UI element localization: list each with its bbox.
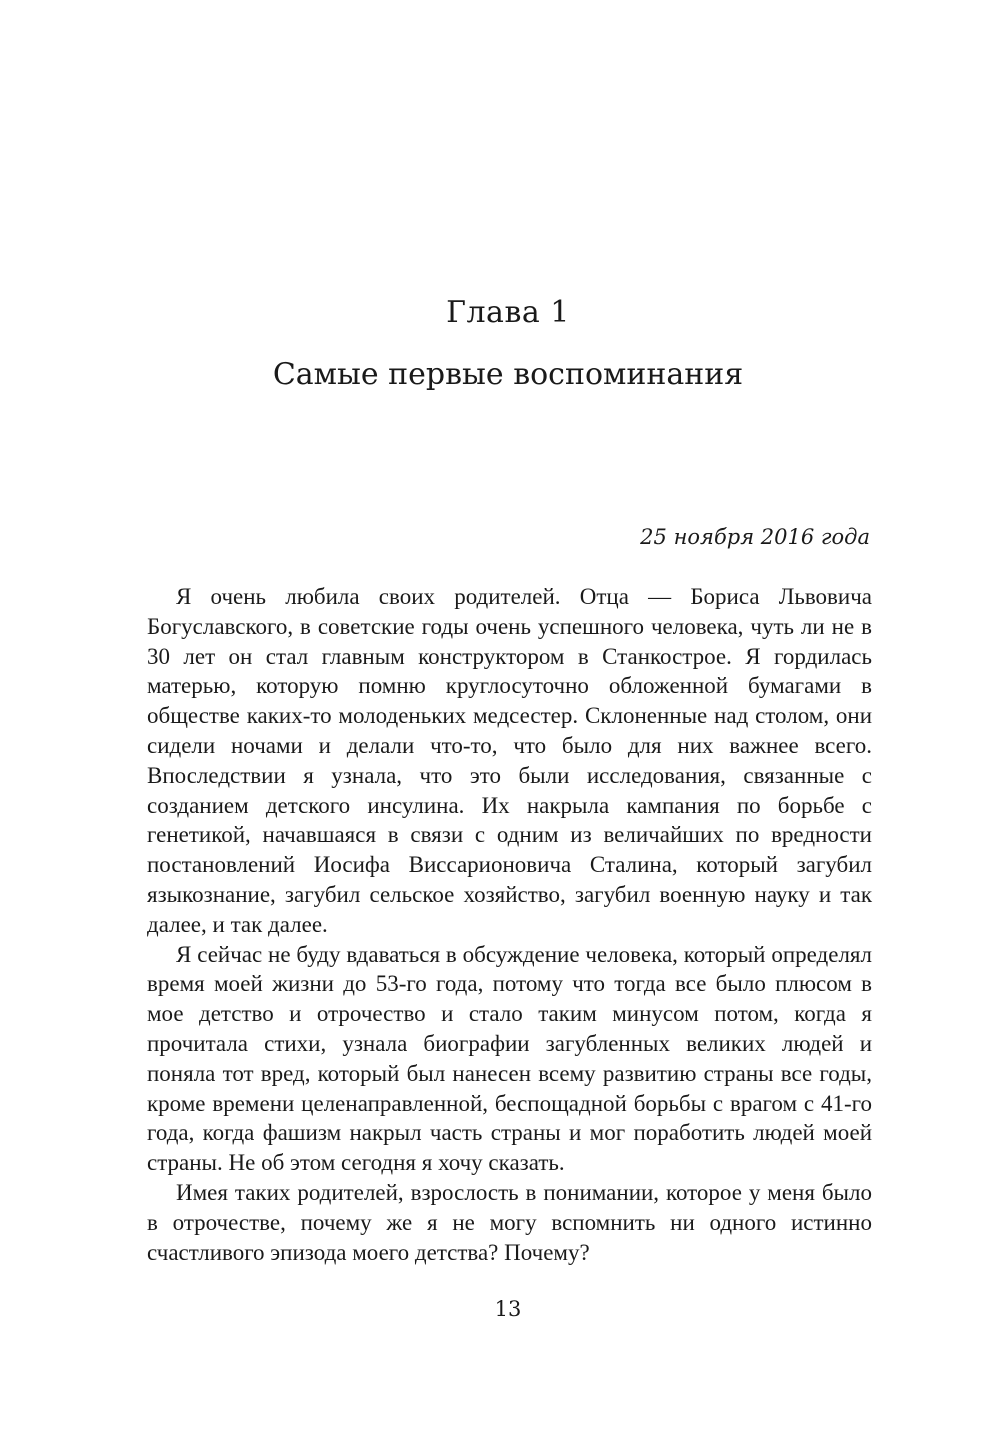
chapter-number: Глава 1 [446,295,570,330]
paragraph: Я очень любила своих родителей. Отца — Бориса Львовича Богуславского, в советские годы очень успешного человека, чуть ли не в 30 лет он стал главным конструктором в Станкострое. Я гордилась матерью, которую помню круглосуточно обложенной бумагами в обществе каких-то молоденьких медсестер. Склоненные над столом, они сидели ночами и делали что-то, что было для них важнее всего. Впоследствии я узнала, что это были исследования, связанные с созданием детского инсулина. Их накрыла кампания по борьбе с генетикой, начавшаяся в связи с одним из величайших по вредности постановлений Иосифа Виссарионовича Сталина, который загубил языкознание, загубил сельское хозяйство, загубил военную науку и так далее, и так далее. [147,584,872,937]
body-text [147,582,872,1267]
page-number: 13 [494,1297,522,1321]
entry-date: 25 ноября 2016 года [640,525,870,549]
paragraph: Я сейчас не буду вдаваться в обсуждение человека, который определял время моей жизни до 53-го года, потому что тогда все было плюсом в мое детство и отрочество и стало таким минусом потом, когда я прочитала стихи, узнала биографии загубленных великих людей и поняла тот вред, который был нанесен всему развитию страны все годы, кроме времени целенаправленной, беспощадной борьбы с врагом с 41-го года, когда фашизм накрыл часть страны и мог поработить людей моей страны. Не об этом сегодня я хочу сказать. [147,941,872,1176]
paragraph: Имея таких родителей, взрослость в понимании, которое у меня было в отрочестве, почему же я не могу вспомнить ни одного истинно счастливого эпизода моего детства? Почему? [147,1179,872,1265]
chapter-title: Самые первые воспоминания [272,357,744,392]
